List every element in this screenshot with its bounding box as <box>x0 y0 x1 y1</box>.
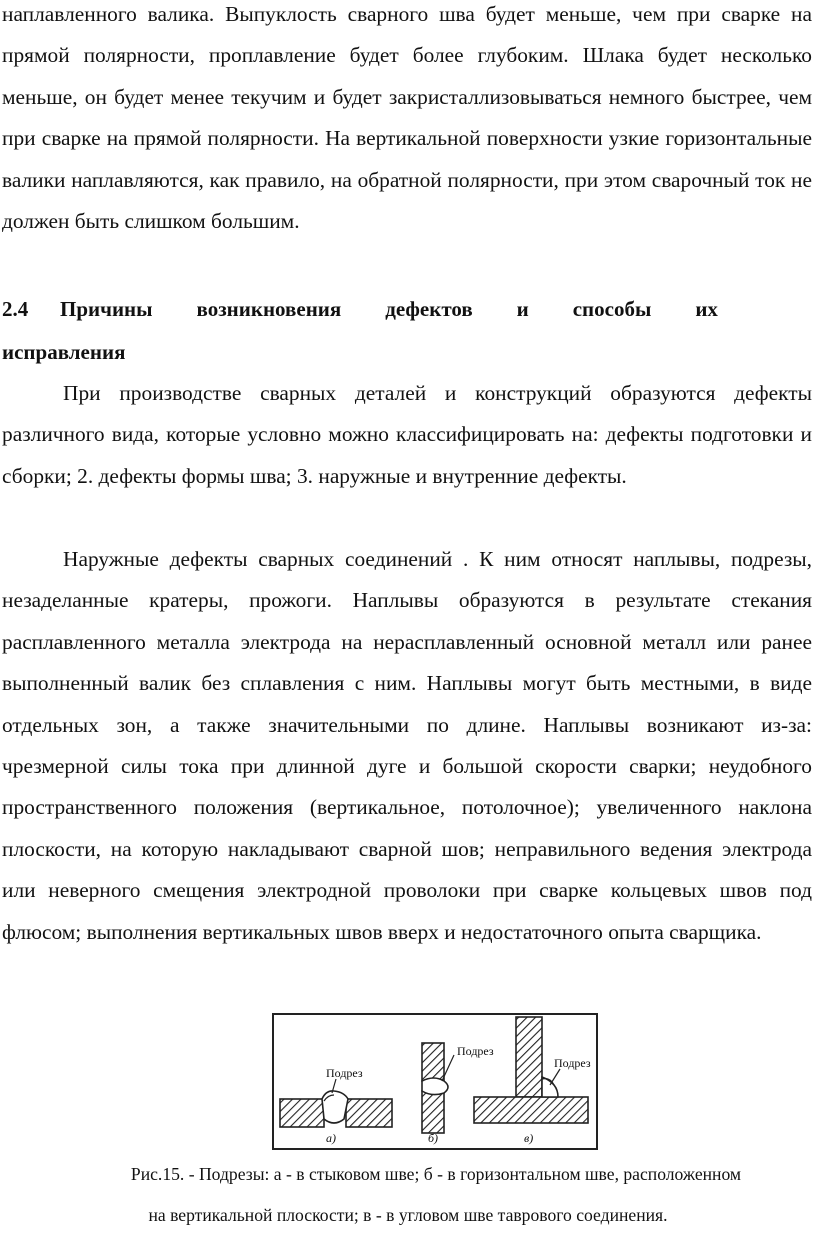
sublabel-b: б) <box>428 1131 439 1145</box>
figure-caption-line1: Рис.15. - Подрезы: а - в стыковом шве; б - в горизонтальном шве, расположенном <box>130 1164 742 1184</box>
paragraph-defect-classes: При производстве сварных деталей и конструкций образуются дефекты различного вида, которые условно можно классифицировать на: дефекты подготовки и сборки; 2. дефекты формы шва; 3. наружные и внутренние дефекты. <box>2 381 812 488</box>
sublabel-c: в) <box>524 1131 534 1145</box>
paragraph-external-defects: Наружные дефекты сварных соединений . К ним относят наплывы, подрезы, незаделанные кратеры, прожоги. Наплывы образуются в результате стекания расплавленного металла электрода на нерасплавленный основной металл или ранее выполненный валик без сплавления с ним. Наплывы могут быть местными, в виде отдельных зон, а также значительными по длине. Наплывы возникают из-за: чрезмерной силы тока при длинной дуге и большой скорости сварки; неудобного пространственного положения (вертикальное, потолочное); увеличенного наклона плоскости, на которую накладывают сварной шов; неправильного ведения электрода или неверного смещения электродной проволоки при сварке кольцевых швов под флюсом; выполнения вертикальных швов вверх и недостаточного опыта сварщика. <box>2 547 812 944</box>
plate-lower-b <box>422 1091 444 1133</box>
plate-left-a <box>280 1099 324 1127</box>
plate-vertical-c <box>516 1017 542 1097</box>
heading-word: Причины <box>60 297 153 321</box>
plate-horizontal-c <box>474 1097 588 1123</box>
heading-word: и <box>516 297 529 321</box>
heading-word: их <box>695 297 718 321</box>
section-heading-words <box>60 288 718 331</box>
section-number: 2.4 <box>2 297 29 321</box>
diagram-butt-weld <box>280 1066 392 1145</box>
heading-word: возникновения <box>196 297 342 321</box>
diagram-t-joint-weld <box>474 1017 591 1145</box>
plate-right-a <box>346 1099 392 1127</box>
figure-caption-line2: на вертикальной плоскости; в - в угловом шве таврового соединения. <box>148 1205 668 1225</box>
section-heading-line2: исправления <box>2 340 126 364</box>
leader-line-c <box>550 1069 560 1085</box>
label-undercut-c: Подрез <box>554 1056 591 1070</box>
weld-bead-b <box>422 1078 448 1095</box>
heading-word: дефектов <box>385 297 473 321</box>
label-undercut-a: Подрез <box>326 1066 363 1080</box>
paragraph-polarity: наплавленного валика. Выпуклость сварного шва будет меньше, чем при сварке на прямой полярности, проплавление будет более глубоким. Шлака будет несколько меньше, он будет менее текучим и будет закристаллизовываться немного быстрее, чем при сварке на прямой полярности. На вертикальной поверхности узкие горизонтальные валики наплавляются, как правило, на обратной полярности, при этом сварочный ток не должен быть слишком большим. <box>2 2 812 234</box>
diagram-horizontal-weld <box>422 1043 494 1145</box>
section-heading <box>2 288 812 374</box>
figure-undercuts <box>272 1013 598 1150</box>
heading-word: способы <box>572 297 652 321</box>
section-heading-line1 <box>2 288 718 331</box>
plate-upper-b <box>422 1043 444 1081</box>
label-undercut-b: Подрез <box>457 1044 494 1058</box>
figure-undercuts-drawing <box>274 1015 596 1148</box>
weld-bead-a <box>322 1091 348 1123</box>
sublabel-a: а) <box>326 1131 336 1145</box>
